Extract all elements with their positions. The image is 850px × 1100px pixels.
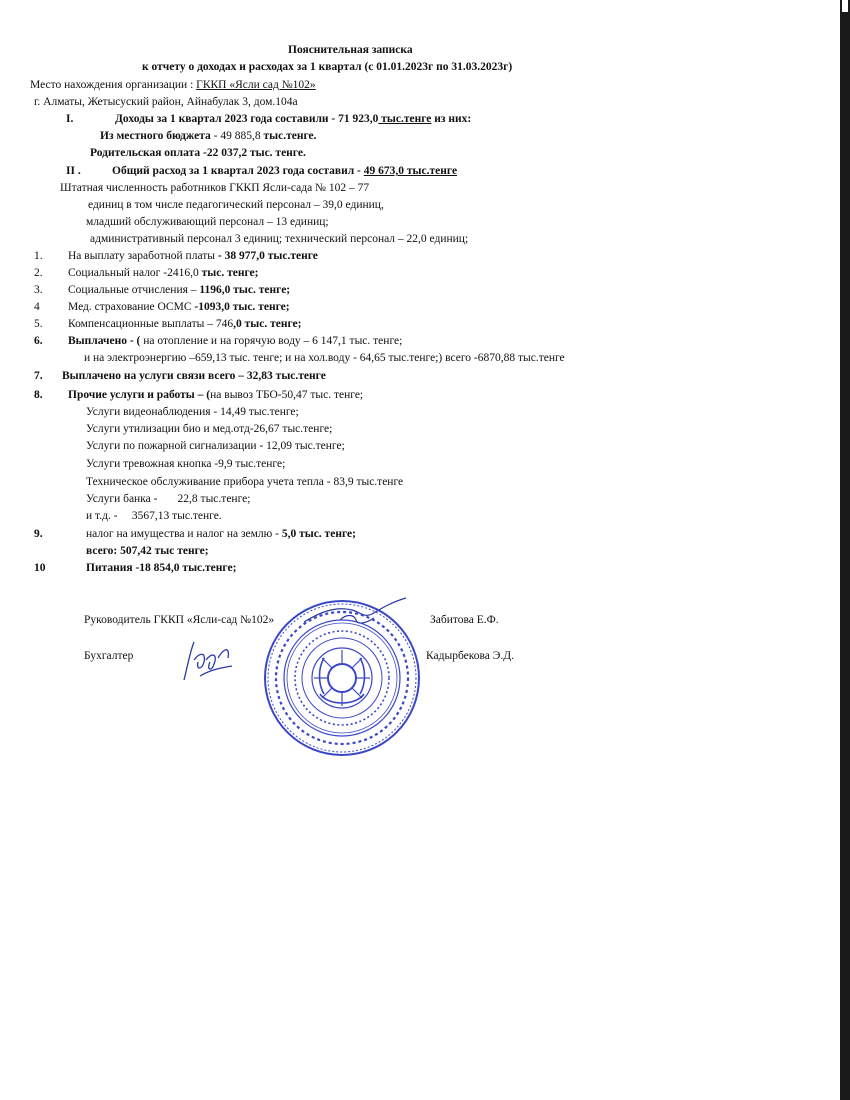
document-title: Пояснительная записка (288, 44, 413, 56)
staff-line-3: младший обслуживающий персонал – 13 единиц; (86, 216, 329, 228)
other-service-line-4: Услуги тревожная кнопка -9,9 тыс.тенге; (86, 458, 286, 470)
staff-line-2: единиц в том числе педагогический персонал – 39,0 единиц, (88, 199, 384, 211)
expense-value: 49 673,0 тыс.тенге (363, 165, 458, 177)
item-number-3: 3. (34, 284, 43, 296)
local-budget-label: Из местного бюджета (100, 130, 211, 142)
other-service-line-2: Услуги утилизации био и мед.отд-26,67 тыс.тенге; (86, 423, 333, 435)
item-social-contrib (68, 283, 290, 297)
item-utilities-line-2: и на электроэнергию –659,13 тыс. тенге; и на хол.воду - 64,65 тыс.тенге;) всего -6870,88 тыс.тенге (84, 352, 565, 364)
item-other-services-label: Прочие услуги и работы – ( (68, 389, 211, 401)
other-service-line-3: Услуги по пожарной сигнализации - 12,09 тыс.тенге; (86, 440, 345, 452)
item-taxes (86, 527, 356, 541)
item-compensation-unit: ,0 тыс. тенге; (233, 318, 302, 330)
document-subtitle: к отчету о доходах и расходах за 1 квартал (с 01.01.2023г по 31.03.2023г) (142, 61, 513, 73)
item-number-1: 1. (34, 250, 43, 262)
item-med-insurance-value: -1093,0 тыс. тенге; (194, 301, 290, 313)
item-utilities (68, 334, 402, 348)
item-taxes-label: налог на имущества и налог на землю - (86, 528, 282, 540)
item-social-contrib-value: 1196,0 тыс. тенге; (199, 284, 291, 296)
accountant-signature-image (170, 630, 240, 688)
item-social-contrib-label: Социальные отчисления – (68, 284, 200, 296)
item-number-10: 10 (34, 562, 46, 574)
item-number-2: 2. (34, 267, 43, 279)
income-text: Доходы за 1 квартал 2023 года составили - 71 923,0 (115, 113, 379, 125)
item-food: Питания -18 854,0 тыс.тенге; (86, 562, 237, 574)
other-service-line-7: и т.д. - 3567,13 тыс.тенге. (86, 510, 222, 522)
expense-total (112, 164, 457, 178)
item-social-tax-unit: тыс. тенге; (201, 267, 259, 279)
organization-name: ГККП «Ясли сад №102» (196, 79, 316, 91)
item-salary (68, 249, 318, 263)
accountant-signature-name: Кадырбекова Э.Д. (426, 650, 514, 662)
item-number-6: 6. (34, 335, 43, 347)
item-taxes-value: 5,0 тыс. тенге; (281, 528, 356, 540)
head-signature-label: Руководитель ГККП «Ясли-сад №102» (84, 614, 275, 626)
item-med-insurance (68, 300, 290, 314)
scan-edge-notch (842, 0, 848, 12)
item-other-services-waste: на вывоз ТБО-50,47 тыс. тенге; (210, 389, 364, 401)
location-line (30, 78, 344, 92)
income-local-budget (100, 129, 317, 143)
item-compensation (68, 317, 301, 331)
item-communications: Выплачено на услуги связи всего – 32,83 тыс.тенге (62, 370, 326, 382)
expense-text: Общий расход за 1 квартал 2023 года составил - (112, 165, 364, 177)
item-utilities-label: Выплачено - ( (68, 335, 141, 347)
location-label: Место нахождения организации : (30, 79, 197, 91)
section-number-income: I. (66, 113, 74, 125)
local-budget-unit: тыс.тенге. (263, 130, 317, 142)
income-unit: тыс.тенге (378, 113, 432, 125)
item-total: всего: 507,42 тыс тенге; (86, 545, 209, 557)
address-line: г. Алматы, Жетысуский район, Айнабулак 3, дом.104а (34, 96, 298, 108)
item-other-services (68, 388, 363, 402)
local-budget-value: - 49 885,8 (210, 130, 264, 142)
income-parent-payment: Родительская оплата -22 037,2 тыс. тенге. (90, 147, 306, 159)
item-med-insurance-label: Мед. страхование ОСМС (68, 301, 195, 313)
staff-line-4: административный персонал 3 единиц; технический персонал – 22,0 единиц; (90, 233, 469, 245)
head-signature-name: Забитова Е.Ф. (430, 614, 499, 626)
item-number-5: 5. (34, 318, 43, 330)
item-salary-label: На выплату заработной платы (68, 250, 218, 262)
item-social-tax (68, 266, 258, 280)
item-utilities-heating: на отопление и на горячую воду – 6 147,1 тыс. тенге; (140, 335, 403, 347)
official-stamp (262, 598, 422, 758)
income-tail: из них: (431, 113, 472, 125)
other-service-line-1: Услуги видеонаблюдения - 14,49 тыс.тенге; (86, 406, 299, 418)
accountant-signature-label: Бухгалтер (84, 650, 134, 662)
other-service-line-6: Услуги банка - 22,8 тыс.тенге; (86, 493, 251, 505)
item-number-8: 8. (34, 389, 43, 401)
item-social-tax-label: Социальный налог -2416,0 (68, 267, 202, 279)
other-service-line-5: Техническое обслуживание прибора учета тепла - 83,9 тыс.тенге (86, 476, 404, 488)
section-number-expense: II . (66, 165, 81, 177)
item-salary-value: - 38 977,0 тыс.тенге (217, 250, 318, 262)
item-number-7: 7. (34, 370, 43, 382)
scan-edge (840, 0, 850, 1100)
item-compensation-label: Компенсационные выплаты – 746 (68, 318, 234, 330)
item-number-4: 4 (34, 301, 40, 313)
income-total (115, 112, 471, 126)
item-number-9: 9. (34, 528, 43, 540)
staff-line-1: Штатная численность работников ГККП Ясли-сада № 102 – 77 (60, 182, 370, 194)
